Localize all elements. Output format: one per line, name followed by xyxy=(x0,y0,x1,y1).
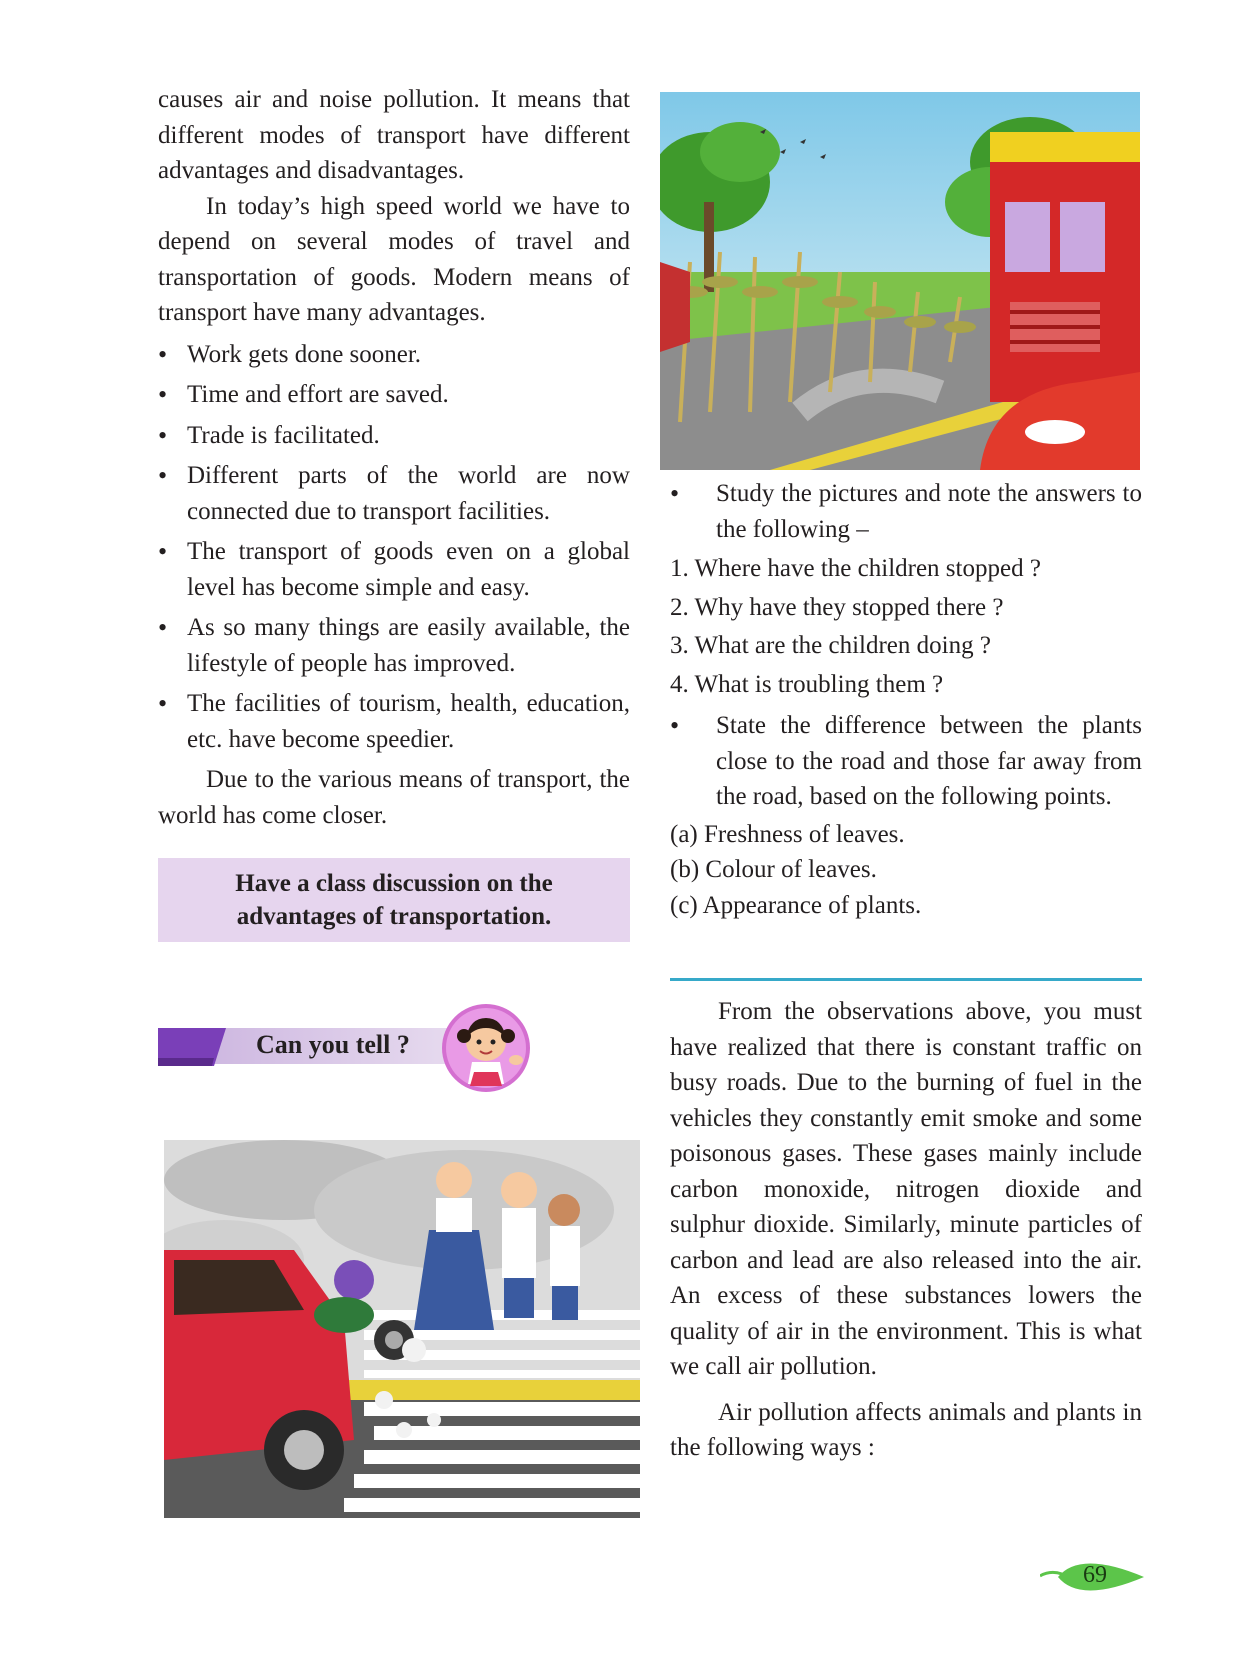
children-crossing-illustration xyxy=(164,1140,640,1518)
list-item: • Work gets done sooner. xyxy=(158,337,630,373)
discussion-text: Have a class discussion on the advantages of transportation. xyxy=(235,870,553,930)
can-you-tell-label: Can you tell ? xyxy=(256,1030,410,1059)
questions-list xyxy=(670,551,1142,702)
study-pictures-bullet: • Study the pictures and note the answers to the following – xyxy=(670,476,1142,547)
points-list xyxy=(670,817,1142,924)
list-item: • Trade is facilitated. xyxy=(158,418,630,454)
girl-avatar-icon xyxy=(440,1002,532,1094)
page-number: 69 xyxy=(1083,1562,1107,1588)
list-item: 3. What are the children doing ? xyxy=(670,632,991,659)
list-item: (c) Appearance of plants. xyxy=(670,891,922,919)
difference-bullet: • State the difference between the plants close to the road and those far away from the road, based on the following points. xyxy=(670,708,1142,815)
list-item: 4. What is troubling them ? xyxy=(670,670,944,698)
banner-tab-icon xyxy=(158,1028,226,1066)
left-column xyxy=(158,82,630,833)
list-item: (b) Colour of leaves. xyxy=(670,856,877,883)
modern-transport-paragraph: In today’s high speed world we have to depend on several modes of travel and transportation of goods. Modern means of transport have many advantages. xyxy=(158,192,630,326)
list-item: (a) Freshness of leaves. xyxy=(670,820,905,848)
list-item: • As so many things are easily available, the lifestyle of people has improved. xyxy=(158,610,630,681)
effects-paragraph: Air pollution affects animals and plants in the following ways : xyxy=(670,1398,1142,1461)
air-pollution-section xyxy=(670,994,1142,1466)
list-item: 1. Where have the children stopped ? xyxy=(670,555,1041,582)
intro-paragraph: causes air and noise pollution. It means that different modes of transport have different advantages and disadvantages. xyxy=(158,86,630,184)
road-traffic-illustration xyxy=(660,92,1140,470)
discussion-box xyxy=(158,858,630,942)
closing-paragraph: Due to the various means of transport, the world has come closer. xyxy=(158,766,630,829)
right-column xyxy=(670,476,1142,923)
section-divider xyxy=(670,978,1142,981)
list-item: • The facilities of tourism, health, education, etc. have become speedier. xyxy=(158,686,630,757)
list-item: • Different parts of the world are now connected due to transport facilities. xyxy=(158,458,630,529)
air-pollution-paragraph: From the observations above, you must have realized that there is constant traffic on busy roads. Due to the burning of fuel in the vehicles they constantly emit smoke and some poisonous gases. These gases mainly include carbon monoxide, nitrogen dioxide and sulphur dioxide. Similarly, minute particles of carbon and lead are also released into the air. An excess of these substances lowers the quality of air in the environment. This is what we call air pollution. xyxy=(670,998,1142,1380)
list-item: 2. Why have they stopped there ? xyxy=(670,593,1004,621)
list-item: • Time and effort are saved. xyxy=(158,377,630,413)
list-item: • The transport of goods even on a global level has become simple and easy. xyxy=(158,534,630,605)
advantages-list xyxy=(158,337,630,758)
